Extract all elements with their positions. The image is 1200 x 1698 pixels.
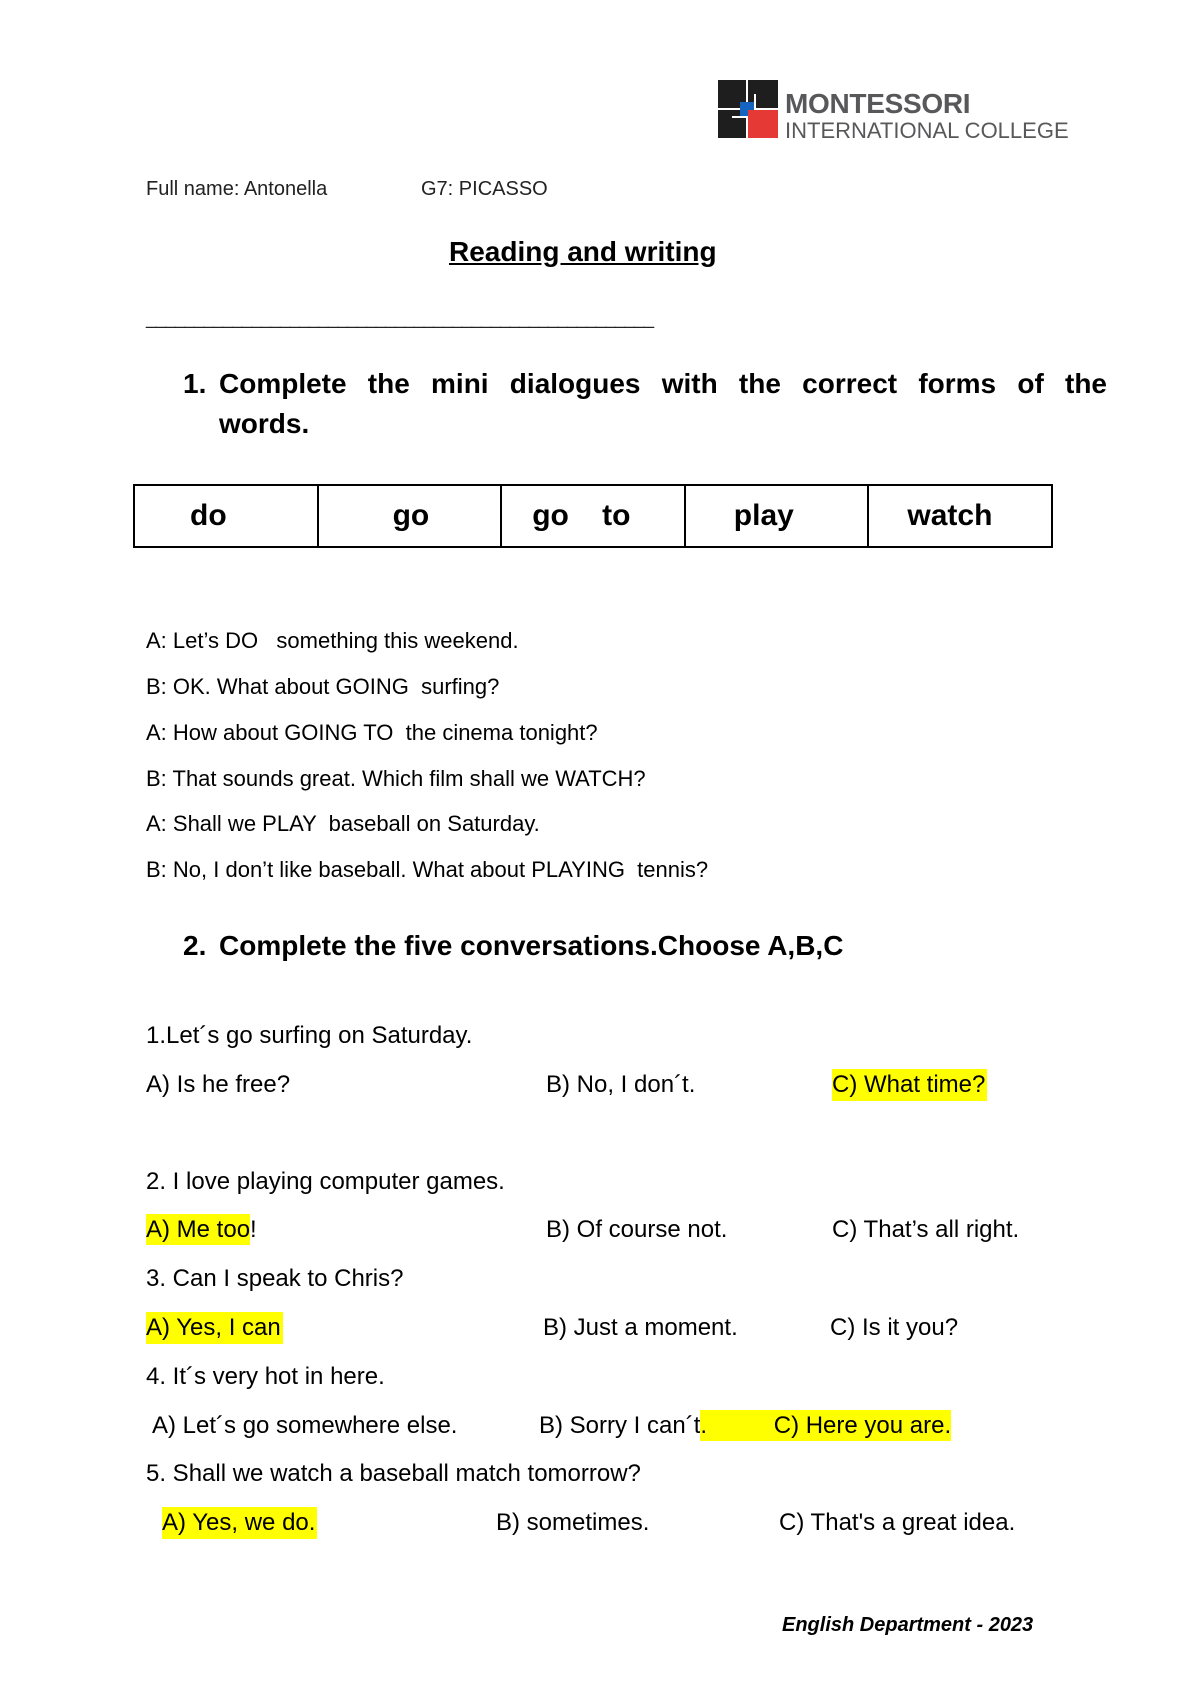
option-b-text: B) Sorry I can´t xyxy=(539,1412,701,1439)
logo-text-line1: MONTESSORI xyxy=(785,88,971,119)
question-prompt: 1.Let´s go surfing on Saturday. xyxy=(146,1022,473,1049)
word-bank-cell: watch xyxy=(868,485,1052,547)
option-a: A) Is he free? xyxy=(146,1071,291,1098)
word-bank-cell: do xyxy=(134,485,318,547)
section2-number: 2. xyxy=(183,930,207,961)
word-bank-table xyxy=(133,484,1053,548)
question-prompt: 5. Shall we watch a baseball match tomorrow? xyxy=(146,1460,641,1487)
section1-number: 1. xyxy=(183,368,207,399)
dialogue-line: B: That sounds great. Which film shall we WATCH? xyxy=(146,766,646,791)
section1-heading xyxy=(219,368,1107,400)
option-c: C) That's a great idea. xyxy=(779,1509,1016,1536)
word-bank-cell: go xyxy=(318,485,502,547)
option-a: A) Let´s go somewhere else. xyxy=(152,1412,458,1439)
option-b: B) sometimes. xyxy=(496,1509,650,1536)
page-title: Reading and writing xyxy=(449,236,717,267)
option-c: C) Is it you? xyxy=(830,1314,959,1341)
footer-text: English Department - 2023 xyxy=(782,1614,1034,1636)
option-a-highlighted: A) Yes, we do. xyxy=(162,1507,317,1539)
dialogue-line: A: Let’s DO something this weekend. xyxy=(146,628,519,653)
option-b xyxy=(539,1412,951,1440)
option-c-highlighted xyxy=(700,1410,951,1441)
dialogue-line: B: No, I don’t like baseball. What about PLAYING tennis? xyxy=(146,857,709,882)
logo-mark-icon xyxy=(718,80,778,138)
dialogue-line: A: How about GOING TO the cinema tonight? xyxy=(146,720,598,745)
question-prompt: 2. I love playing computer games. xyxy=(146,1168,505,1195)
option-a-suffix: ! xyxy=(250,1216,257,1243)
question-prompt: 3. Can I speak to Chris? xyxy=(146,1265,404,1292)
dialogue-line: A: Shall we PLAY baseball on Saturday. xyxy=(146,811,540,836)
word-bank-cell: go to xyxy=(501,485,685,547)
section1-heading-line1: Complete the mini dialogues with the correct forms of the xyxy=(219,368,1107,399)
option-c-text: C) Here you are. xyxy=(773,1412,952,1439)
separator-line: _____________________________________________________ xyxy=(146,308,654,329)
option-c-gap xyxy=(707,1412,774,1439)
question-prompt: 4. It´s very hot in here. xyxy=(146,1363,385,1390)
option-a xyxy=(146,1216,257,1244)
full-name-field: Full name: Antonella xyxy=(146,178,328,200)
option-b-suffix: . xyxy=(700,1412,708,1439)
dialogue-line: B: OK. What about GOING surfing? xyxy=(146,674,500,699)
option-a-highlighted: A) Me too xyxy=(146,1216,251,1243)
section1-heading-line2: words. xyxy=(219,408,310,439)
logo-text-line2: INTERNATIONAL COLLEGE xyxy=(785,118,1069,143)
option-c-highlighted: C) What time? xyxy=(832,1069,987,1101)
option-a-highlighted: A) Yes, I can xyxy=(146,1312,283,1344)
option-b: B) No, I don´t. xyxy=(546,1071,696,1098)
section2-heading: Complete the five conversations.Choose A,B,C xyxy=(219,930,844,961)
option-b: B) Of course not. xyxy=(546,1216,728,1243)
word-bank-cell: play xyxy=(685,485,869,547)
group-field: G7: PICASSO xyxy=(421,178,548,200)
option-b: B) Just a moment. xyxy=(543,1314,738,1341)
option-c: C) That’s all right. xyxy=(832,1216,1020,1243)
